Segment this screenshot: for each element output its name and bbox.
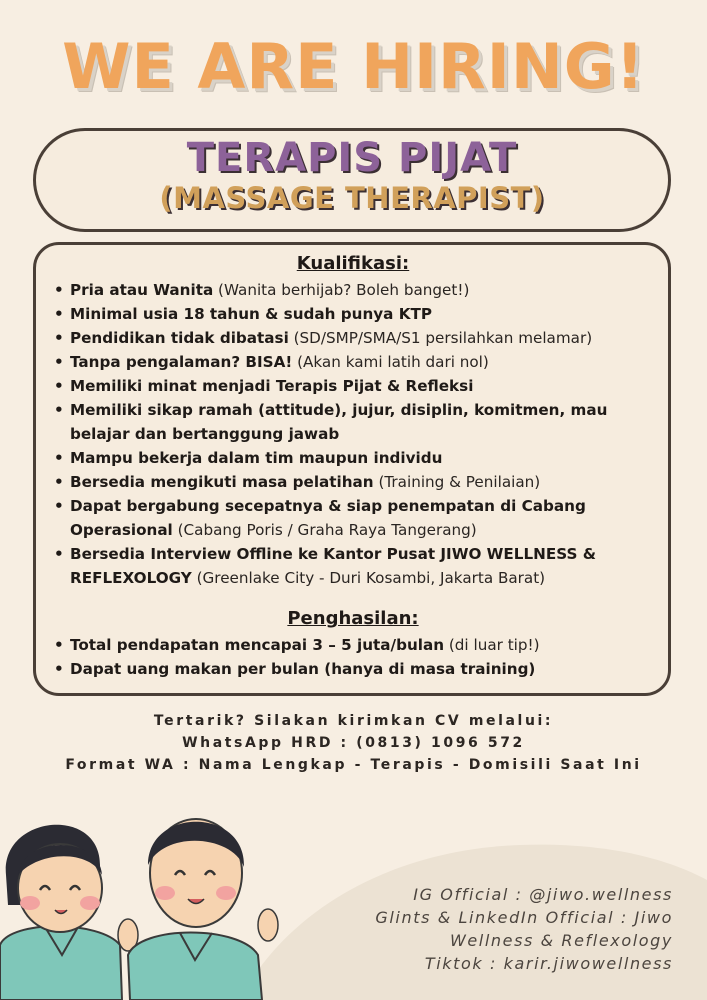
list-item: • Mampu bekerja dalam tim maupun individu <box>54 446 652 470</box>
therapists-illustration <box>0 795 300 1000</box>
list-item: • Memiliki minat menjadi Terapis Pijat & Refleksi <box>54 374 652 398</box>
list-item: • Dapat uang makan per bulan (hanya di masa training) <box>54 657 652 681</box>
female-therapist-illustration <box>0 825 138 1000</box>
list-item: • Pria atau Wanita (Wanita berhijab? Boleh banget!) <box>54 278 652 302</box>
job-title: TERAPIS PIJAT <box>186 135 518 181</box>
whatsapp-format: Format WA : Nama Lengkap - Terapis - Domisili Saat Ini <box>65 757 642 773</box>
list-item: • Bersedia mengikuti masa pelatihan (Training & Penilaian) <box>54 470 652 494</box>
qualifications-heading: Kualifikasi: <box>296 253 410 274</box>
instagram-handle: IG Official : @jiwo.wellness <box>413 885 673 904</box>
glints-linkedin-line-cont: Wellness & Reflexology <box>449 931 673 950</box>
whatsapp-contact: WhatsApp HRD : (0813) 1096 572 <box>182 735 525 751</box>
contact-line-intro: Tertarik? Silakan kirimkan CV melalui: <box>153 713 554 729</box>
list-item: • Tanpa pengalaman? BISA! (Akan kami latih dari nol) <box>54 350 652 374</box>
job-subtitle: (MASSAGE THERAPIST) <box>159 181 545 215</box>
list-item: • Minimal usia 18 tahun & sudah punya KTP <box>54 302 652 326</box>
list-item: • Bersedia Interview Offline ke Kantor Pusat JIWO WELLNESS & REFLEXOLOGY (Greenlake City - Duri Kosambi, Jakarta Barat) <box>54 542 652 590</box>
list-item: • Memiliki sikap ramah (attitude), jujur, disiplin, komitmen, mau belajar dan bertanggung jawab <box>54 398 652 446</box>
list-item: • Pendidikan tidak dibatasi (SD/SMP/SMA/S1 persilahkan melamar) <box>54 326 652 350</box>
glints-linkedin-line: Glints & LinkedIn Official : Jiwo <box>375 908 673 927</box>
income-list <box>54 633 652 681</box>
income-heading: Penghasilan: <box>287 608 419 629</box>
qualifications-list <box>54 278 652 590</box>
list-item: • Total pendapatan mencapai 3 – 5 juta/bulan (di luar tip!) <box>54 633 652 657</box>
list-item: • Dapat bergabung secepatnya & siap penempatan di Cabang Operasional (Cabang Poris / Graha Raya Tangerang) <box>54 494 652 542</box>
male-therapist-illustration <box>128 819 278 1000</box>
requirements-box <box>33 242 671 696</box>
job-title-box <box>33 128 671 232</box>
tiktok-handle: Tiktok : karir.jiwowellness <box>424 954 673 973</box>
headline: WE ARE HIRING! <box>62 30 645 103</box>
contact-info <box>0 710 707 776</box>
social-media-info <box>313 883 673 975</box>
